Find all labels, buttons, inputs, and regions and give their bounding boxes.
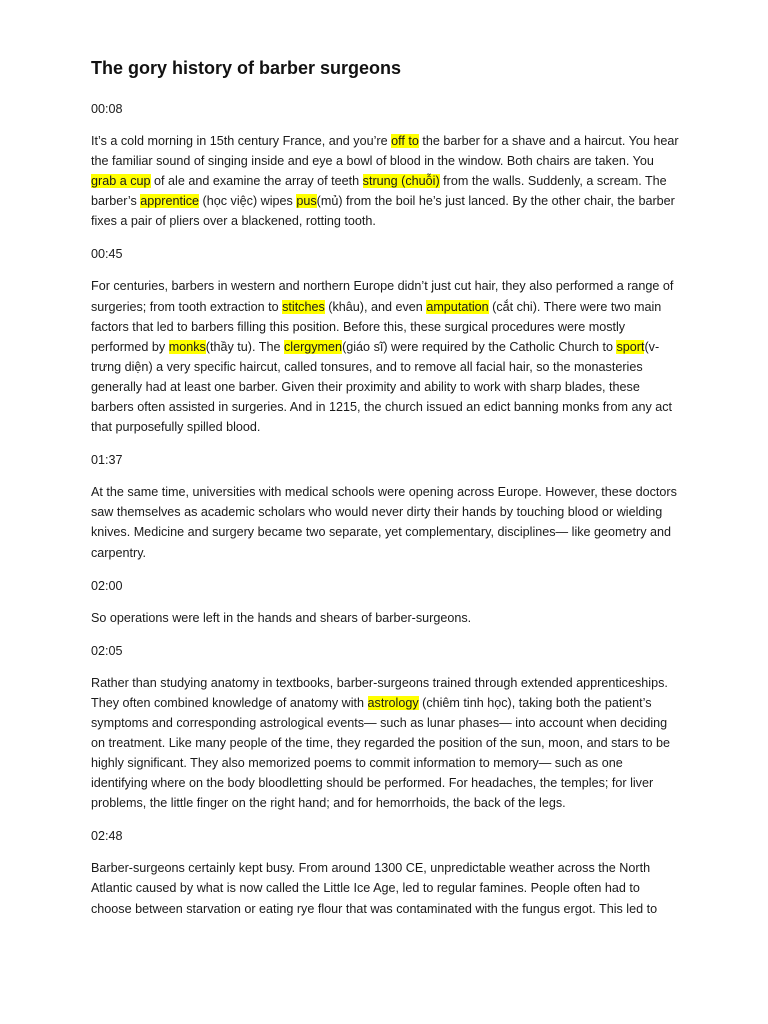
timestamp: 02:05 [91,643,123,658]
document-body [91,99,681,919]
text-run: the barber for a shave and a haircut. You hear the familiar sound of singing inside and eye a bowl of blood in the window. Both chairs are taken. You [91,134,679,169]
highlighted-term: sport [616,339,645,354]
paragraph [91,276,681,437]
text-run: (học việc) wipes [199,194,297,209]
text-run: For centuries, barbers in western and northern Europe didn’t just cut hair, they also performed a range of surgeries; from tooth extraction to [91,279,674,314]
highlighted-term: grab a cup [91,174,151,189]
text-run: Rather than studying anatomy in textbooks, barber-surgeons trained through extended apprenticeships. They often combined knowledge of anatomy with [91,675,668,710]
highlighted-term: pus [296,194,317,209]
paragraph [91,482,681,562]
highlighted-term: astrology [367,695,419,710]
text-run: (v-trưng diện) a very specific haircut, called tonsures, and to remove all facial hair, so the monasteries generally had at least one barber. Given their proximity and ability to work with sharp blades, these barbers often assisted in surgeries. And in 1215, the church issued an edict banning monks from any act that purposefully spilled blood. [91,339,673,435]
paragraph [91,608,681,628]
highlighted-term: apprentice [140,194,200,209]
highlighted-term: stitches [282,299,325,314]
text-run: (giáo sĩ) were required by the Catholic Church to [342,339,617,354]
text-run: of ale and examine the array of teeth [150,174,363,189]
highlighted-term: clergymen [283,339,343,354]
text-run: (chiêm tinh học), taking both the patient’s symptoms and corresponding astrological events— such as lunar phases— into account when deciding on treatment. Like many people of the time, they regarded the position of the sun, moon, and stars to be highly significant. They also memorized poems to commit information to memory— such as one identifying where on the body bloodletting should be performed. For headaches, the temples; for liver problems, the little finger on the right hand; and for hemorrhoids, the back of the legs. [91,695,670,811]
highlighted-term: strung (chuỗi) [362,174,440,189]
timestamp: 02:48 [91,829,123,844]
paragraph [91,858,681,918]
timestamp: 01:37 [91,453,123,468]
text-run: So operations were left in the hands and shears of barber-surgeons. [91,610,472,625]
text-run: (mủ) from the boil he’s just lanced. By the other chair, the barber fixes a pair of pliers over a blackened, rotting tooth. [91,194,675,229]
text-run: (cắt chi). There were two main factors that led to barbers filling this position. Before this, these surgical procedures were mostly performed by [91,299,662,354]
document-page [91,56,681,932]
text-run: (khâu), and even [324,299,427,314]
document-title: The gory history of barber surgeons [91,58,402,78]
text-run: It’s a cold morning in 15th century France, and you’re [91,134,392,148]
text-run: (thầy tu). The [205,339,284,354]
text-run: Barber-surgeons certainly kept busy. From around 1300 CE, unpredictable weather across the North Atlantic caused by what is now called the Little Ice Age, led to regular famines. People often had to choose between starvation or eating rye flour that was contaminated with the fungus ergot. This led to [91,861,658,916]
highlighted-term: monks [168,339,206,354]
text-run: from the walls. Suddenly, a scream. The barber’s [91,174,667,209]
timestamp: 00:45 [91,247,123,262]
text-run: At the same time, universities with medical schools were opening across Europe. However, these doctors saw themselves as academic scholars who would never dirty their hands by touching blood or wielding knives. Medicine and surgery became two separate, yet complementary, disciplines— like geometry and carpentry. [91,485,677,560]
highlighted-term: amputation [426,299,489,314]
paragraph [91,131,681,231]
timestamp: 00:08 [91,102,123,116]
paragraph [91,673,681,814]
highlighted-term: off to [391,134,419,148]
timestamp: 02:00 [91,578,123,593]
